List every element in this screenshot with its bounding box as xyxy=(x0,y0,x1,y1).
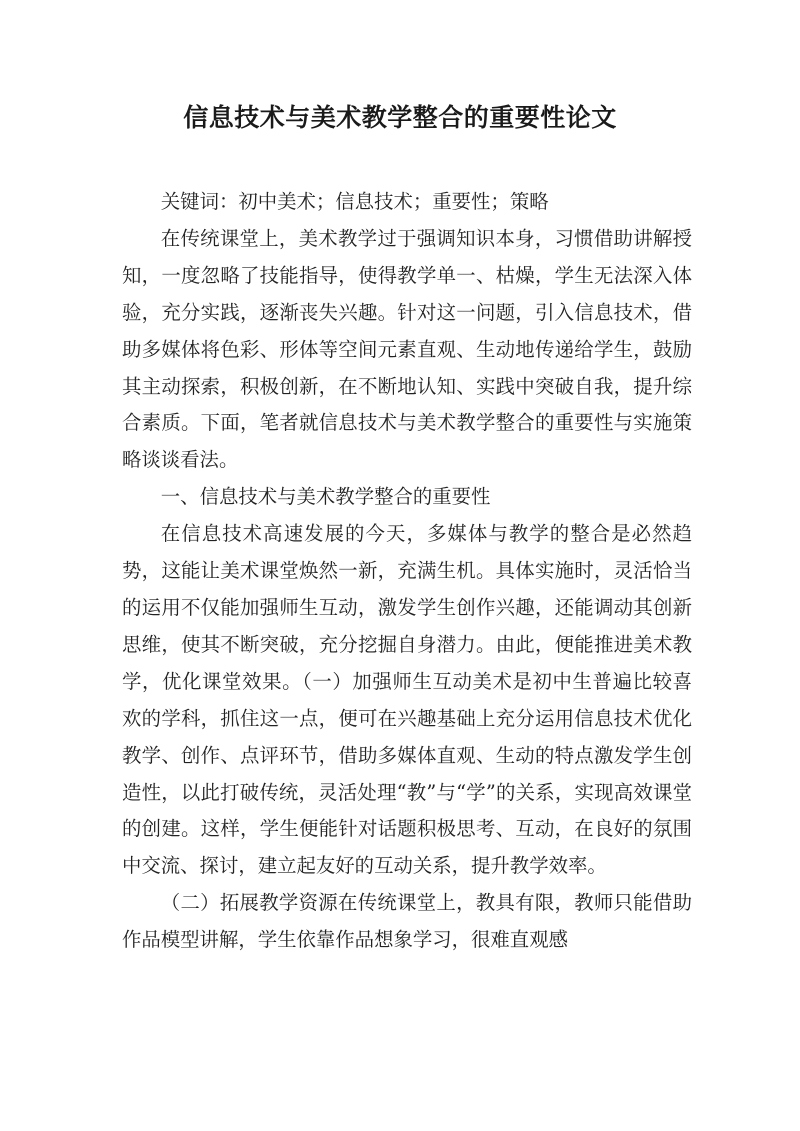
body-paragraph: 在信息技术高速发展的今天，多媒体与教学的整合是必然趋势，这能让美术课堂焕然一新，充满生机。具体实施时，灵活恰当的运用不仅能加强师生互动，激发学生创作兴趣，还能调动其创新思维，使其不断突破，充分挖掘自身潜力。由此，便能推进美术教学，优化课堂效果。（一）加强师生互动美术是初中生普遍比较喜欢的学科，抓住这一点，便可在兴趣基础上充分运用信息技术优化教学、创作、点评环节，借助多媒体直观、生动的特点激发学生创造性，以此打破传统，灵活处理“教”与“学”的关系，实现高效课堂的创建。这样，学生便能针对话题积极思考、互动，在良好的氛围中交流、探讨，建立起友好的互动关系，提升教学效率。 xyxy=(122,522,692,878)
document-title: 信息技术与美术教学整合的重要性论文 xyxy=(183,103,617,132)
body-paragraph: （二）拓展教学资源在传统课堂上，教具有限，教师只能借助作品模型讲解，学生依靠作品想象学习，很难直观感 xyxy=(122,891,692,952)
body-paragraph: 在传统课堂上，美术教学过于强调知识本身，习惯借助讲解授知，一度忽略了技能指导，使得教学单一、枯燥，学生无法深入体验，充分实践，逐渐丧失兴趣。针对这一问题，引入信息技术，借助多媒体将色彩、形体等空间元素直观、生动地传递给学生，鼓励其主动探索，积极创新，在不断地认知、实践中突破自我，提升综合素质。下面，笔者就信息技术与美术教学整合的重要性与实施策略谈谈看法。 xyxy=(122,226,692,472)
section-heading: 一、信息技术与美术教学整合的重要性 xyxy=(160,485,491,509)
document-body xyxy=(122,184,692,959)
keywords-paragraph: 关键词：初中美术；信息技术；重要性；策略 xyxy=(160,190,549,213)
